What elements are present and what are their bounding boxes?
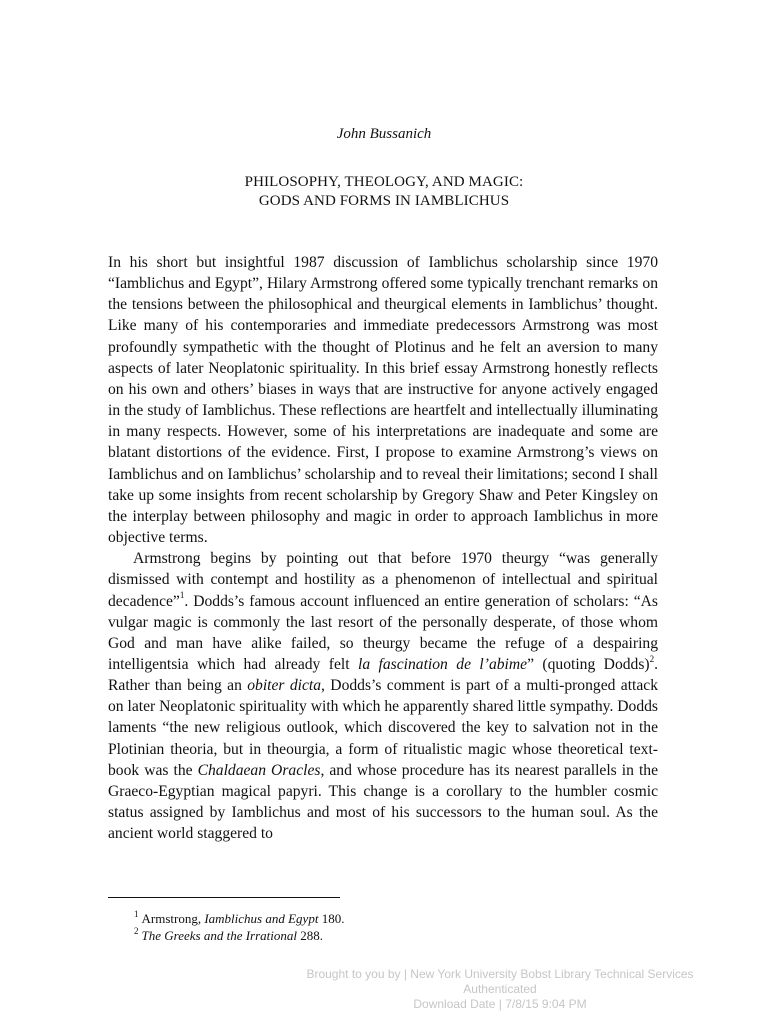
footnote-1-page: 180. [318,911,345,926]
paragraph-2-text-d: . Rather than being an [108,655,659,695]
footnote-ref-1[interactable]: 1 [179,590,185,601]
paragraph-1: In his short but insightful 1987 discussion of Iamblichus scholarship since 1970 “Iamblichus and Egypt”, Hilary Armstrong offered some typically trenchant remarks on the tensions between the philosophical and theurgical elements in Iamblichus’ thought. Like many of his contemporaries and immediate predecessors Armstrong was most profoundly sympathetic with the thought of Plotinus and he felt an aversion to many aspects of later Neoplatonic spirituality. In this brief essay Armstrong honestly reflects on his own and others’ biases in ways that are instructive for anyone actively engaged in the study of Iamblichus. These reflections are heartfelt and intellectually illuminating in many respects. However, some of his interpretations are inadequate and some are blatant distortions of the evidence. First, I propose to examine Armstrong’s views on Iamblichus and on Iamblichus’ scholarship and to reveal their limitations; second I shall take up some insights from recent scholarship by Gregory Shaw and Peter Kingsley on the interplay between philosophy and magic in order to approach Iamblichus in more objective terms. [108,254,658,547]
paragraph-2-text-b: . Dodds’s famous account influenced an entire generation of scholars: “As vulgar magic is commonly the last resort of the personally desperate, of those whom God and man have alike failed, so theurgy became the refuge of a despairing intelligentsia which had already felt [108,592,658,673]
watermark-line-1: Brought to you by | New York University Bobst Library Technical Services [306,967,694,981]
paragraph-2-text-a: Armstrong begins by pointing out that before 1970 theurgy “was generally dismissed with contempt and hostility as a phenomenon of intellectual and spiritual decadence” [108,550,658,610]
paragraph-2 [108,548,658,844]
paragraph-2-text-c: ” (quoting Dodds) [527,655,650,673]
footnote-1-number: 1 [134,908,139,919]
footnote-divider [108,897,340,898]
access-watermark [230,967,768,1012]
paragraph-2-italic-1: la fascination de l’abime [357,655,528,673]
paper-title-line-2: GODS AND FORMS IN IAMBLICHUS [258,193,510,209]
footnote-1-title: Iamblichus and Egypt [204,911,319,926]
watermark-line-3: Download Date | 7/8/15 9:04 PM [413,997,587,1011]
paragraph-2-italic-3: Chaldaean Oracles [197,761,321,779]
author-name: John Bussanich [336,126,432,142]
paragraph-2-italic-2: obiter dicta [247,677,322,695]
article-body [108,252,658,844]
footnote-2-title: The Greeks and the Irrational [141,928,297,943]
footnote-2-page: 288. [297,928,323,943]
footnote-1 [134,908,345,927]
paragraph-2-text-e: , Dodds’s comment is part of a multi-pronged attack on later Neoplatonic spirituality with which he apparently shared little sympathy. Dodds laments “the new religious outlook, which discovered the key to salvation not in the Plotinian theoria, but in theourgia, a form of ritualistic magic whose theoretical text-book was the [108,677,659,779]
paragraph-2-text-f: , and whose procedure has its nearest parallels in the Graeco-Egyptian magical papyri. This change is a corollary to the humbler cosmic status assigned by Iamblichus and most of his successors to the human soul. As the ancient world staggered to [108,761,658,843]
footnote-ref-2[interactable]: 2 [649,653,655,664]
footnote-2 [134,925,323,944]
watermark-line-2: Authenticated [463,982,537,996]
footnote-1-text: Armstrong, [141,911,205,926]
paper-title-line-1: PHILOSOPHY, THEOLOGY, AND MAGIC: [244,174,524,190]
footnote-2-number: 2 [134,925,139,936]
